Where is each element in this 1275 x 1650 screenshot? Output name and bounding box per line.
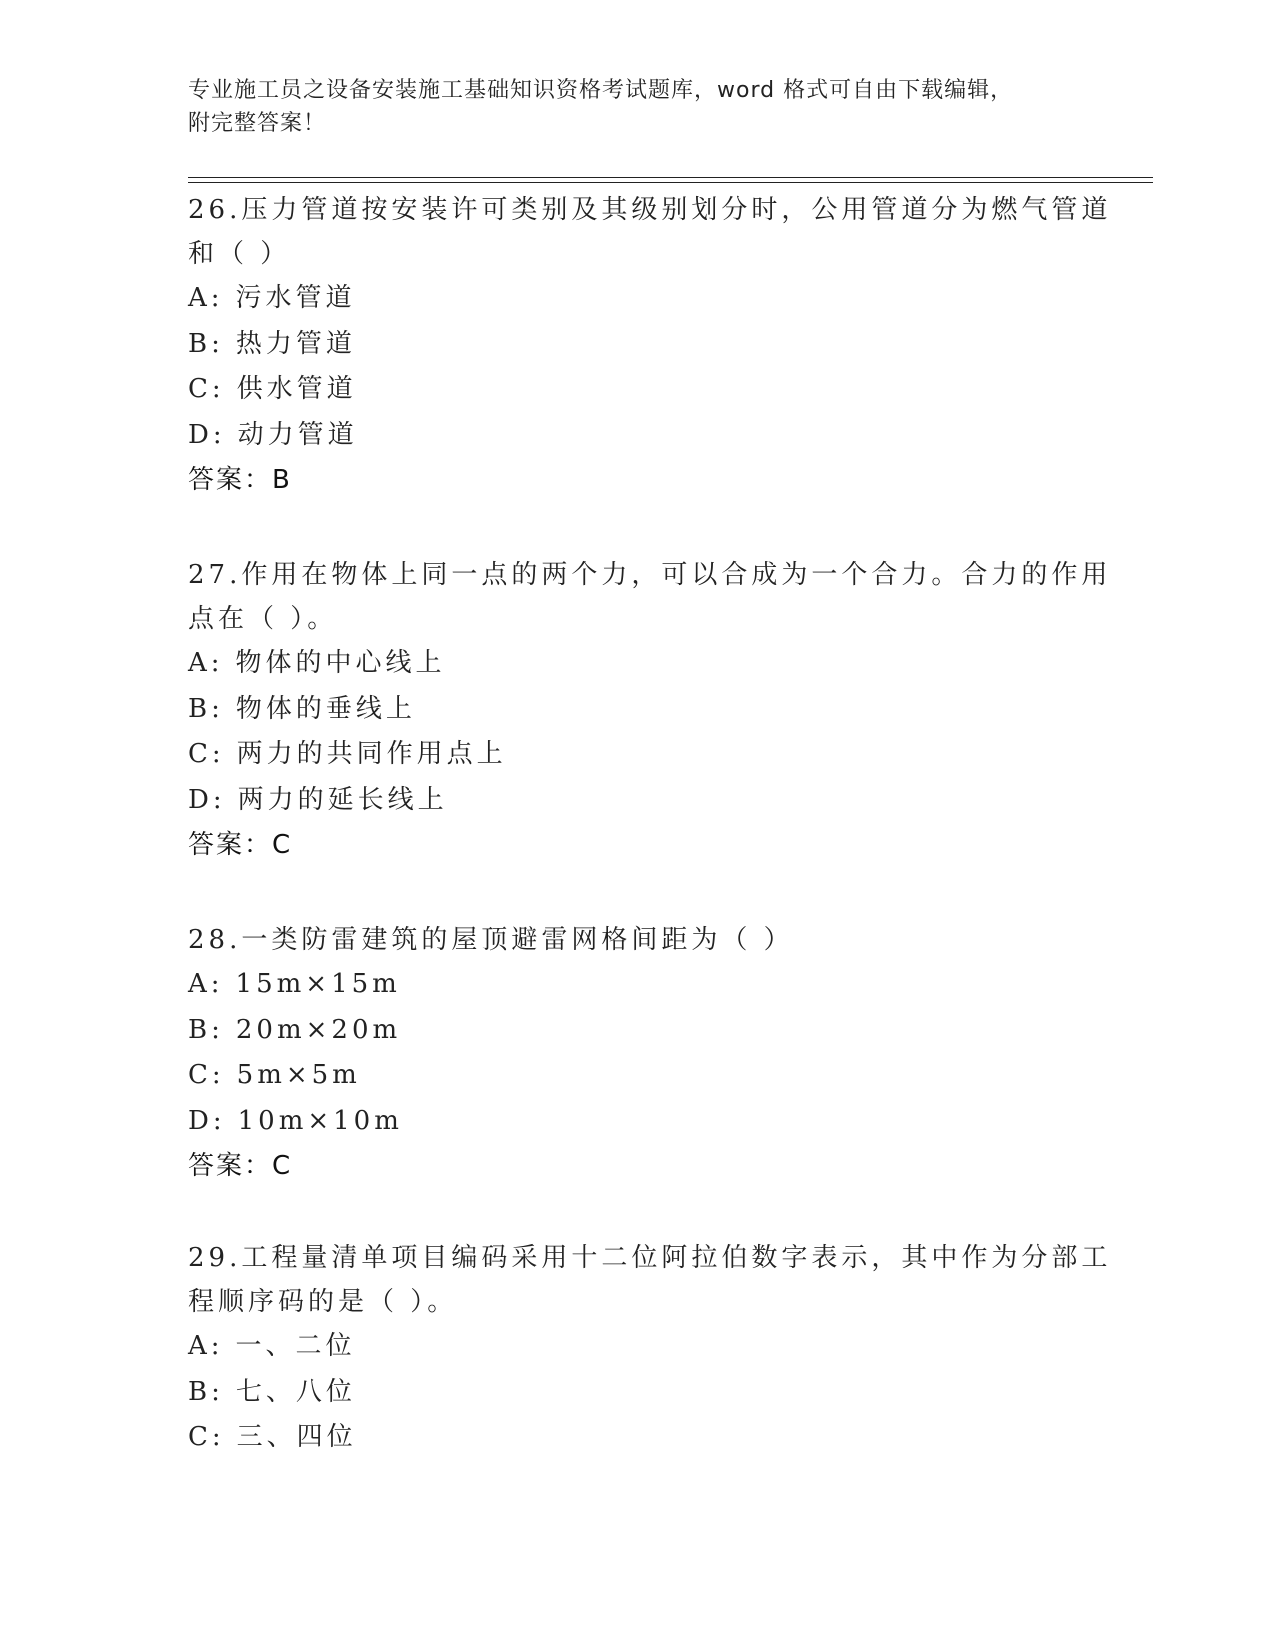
answer-line: 答案：C [188, 1151, 293, 1181]
question-stem [188, 918, 1088, 962]
option-letter: A: [188, 1331, 224, 1361]
option-b [188, 1008, 1088, 1054]
question-27 [188, 553, 1112, 868]
option-text: 两力的共同作用点上 [236, 739, 507, 769]
option-letter: A: [188, 648, 224, 678]
option-text: 20m×20m [235, 1014, 402, 1045]
header-line: 专业施工员之设备安装施工基础知识资格考试题库，word 格式可自由下载编辑， [188, 78, 1014, 103]
option-b [188, 687, 1088, 733]
option-d [188, 778, 1088, 824]
option-text: 物体的中心线上 [235, 648, 446, 678]
question-29 [188, 1236, 1112, 1461]
option-b [188, 1370, 1088, 1416]
option-letter: C: [188, 739, 225, 769]
option-c [188, 1053, 1088, 1099]
answer-line: 答案：B [188, 465, 292, 495]
option-text: 污水管道 [235, 283, 356, 313]
option-a [188, 276, 1088, 322]
question-stem [188, 553, 1112, 641]
option-a [188, 641, 1088, 687]
option-a [188, 1324, 1088, 1370]
option-letter: C: [188, 374, 225, 404]
header-line: 附完整答案！ [188, 111, 327, 136]
option-b [188, 322, 1088, 368]
option-c [188, 1415, 1088, 1461]
option-text: 两力的延长线上 [237, 784, 448, 815]
option-letter: D: [188, 784, 226, 815]
answer-line: 答案：C [188, 830, 293, 860]
question-stem-line: 程顺序码的是（ ）。 [188, 1287, 458, 1317]
header-divider [188, 182, 1153, 183]
header-divider [188, 177, 1153, 178]
document-header [188, 74, 1068, 140]
option-text: 动力管道 [237, 419, 358, 450]
option-letter: C: [188, 1060, 225, 1090]
option-text: 热力管道 [235, 328, 356, 359]
option-letter: A: [188, 969, 224, 999]
option-c [188, 732, 1088, 778]
option-d [188, 1099, 1088, 1145]
option-letter: C: [188, 1422, 225, 1452]
question-stem [188, 1236, 1112, 1324]
option-a [188, 962, 1088, 1008]
question-26 [188, 188, 1112, 503]
question-stem-line: 29.工程量清单项目编码采用十二位阿拉伯数字表示，其中作为分部工 [188, 1243, 1112, 1273]
option-text: 物体的垂线上 [235, 693, 416, 724]
option-letter: B: [188, 1014, 224, 1045]
option-letter: D: [188, 419, 226, 450]
option-text: 10m×10m [237, 1105, 403, 1136]
option-text: 三、四位 [236, 1422, 357, 1452]
question-stem-line: 27.作用在物体上同一点的两个力，可以合成为一个合力。合力的作用 [188, 560, 1112, 590]
question-stem [188, 188, 1112, 276]
option-text: 一、二位 [235, 1331, 356, 1361]
option-d [188, 413, 1088, 459]
option-letter: B: [188, 693, 224, 724]
option-c [188, 367, 1088, 413]
question-stem-line: 点在（ ）。 [188, 604, 338, 634]
option-letter: D: [188, 1105, 226, 1136]
option-letter: A: [188, 283, 224, 313]
question-stem-line: 26.压力管道按安装许可类别及其级别划分时，公用管道分为燃气管道 [188, 195, 1112, 225]
option-text: 15m×15m [235, 969, 401, 999]
option-letter: B: [188, 328, 224, 359]
option-letter: B: [188, 1376, 224, 1407]
option-text: 供水管道 [236, 374, 357, 404]
option-text: 七、八位 [235, 1376, 356, 1407]
option-text: 5m×5m [236, 1060, 361, 1090]
question-28 [188, 918, 1088, 1189]
question-stem-line: 和（ ） [188, 239, 291, 269]
question-stem-line: 28.一类防雷建筑的屋顶避雷网格间距为（ ） [188, 925, 794, 955]
